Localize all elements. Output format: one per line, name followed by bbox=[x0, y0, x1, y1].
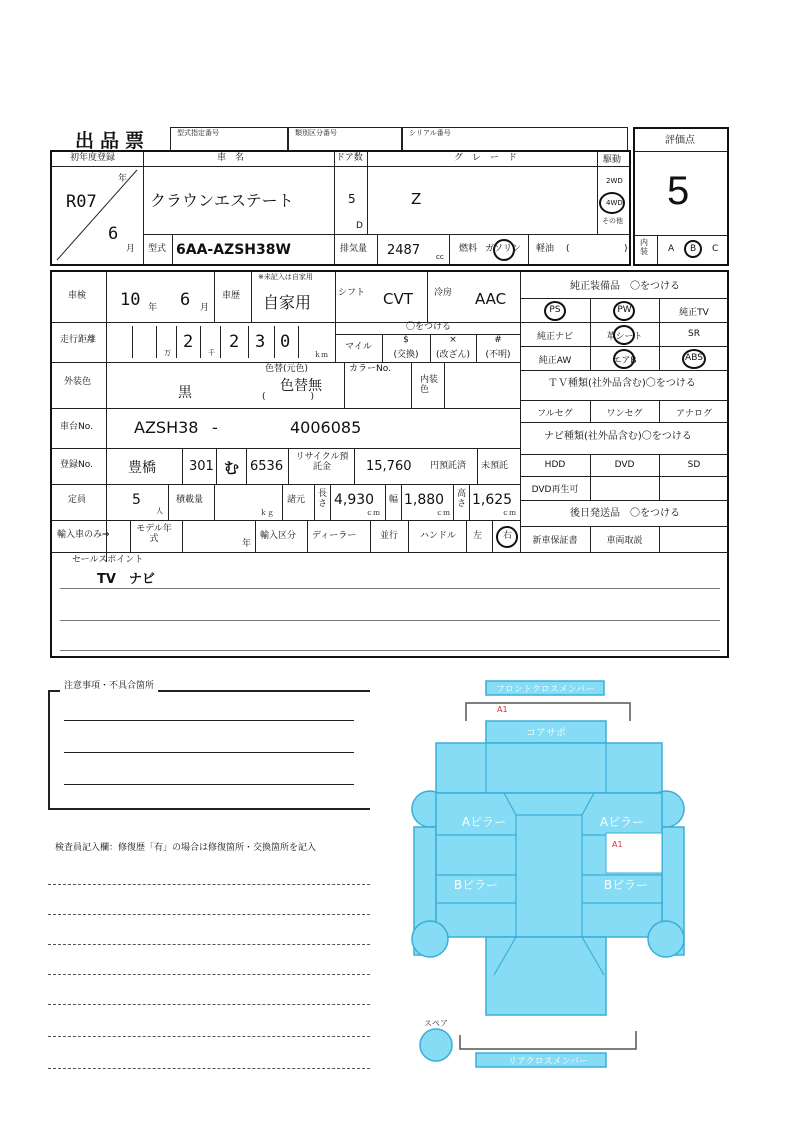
drive-4wd: 4WD bbox=[606, 199, 623, 207]
equip-leather: 革シート bbox=[606, 332, 643, 342]
model-year-label: モデル年式 bbox=[136, 524, 172, 544]
mileage-digit-4: 0 bbox=[280, 332, 291, 352]
a-pillar-right-text: Aピラー bbox=[599, 815, 645, 829]
equip-aw: 純正AW bbox=[538, 356, 572, 366]
back-panel-text: バックパネル bbox=[518, 1018, 578, 1029]
mark-a1-side: A1 bbox=[612, 840, 623, 849]
shift-value: CVT bbox=[383, 290, 413, 308]
mileage-label: 走行距離 bbox=[60, 335, 97, 345]
color-no-label: カラーNo. bbox=[349, 364, 391, 374]
equip-abs: ABS bbox=[685, 353, 703, 363]
capacity-value: 5 bbox=[132, 492, 141, 508]
import-only-label: 輸入車のみ⇒ bbox=[57, 530, 110, 540]
grade-value: Z bbox=[411, 190, 422, 208]
shift-label: シフト bbox=[338, 288, 366, 298]
later-manual: 車両取説 bbox=[606, 536, 643, 546]
modified-label: (改ざん) bbox=[435, 350, 471, 360]
rating-label: 評価点 bbox=[665, 135, 695, 146]
caution-label: 注意事項・不具合箇所 bbox=[60, 682, 158, 692]
fuel-gasoline: ガソリン bbox=[485, 244, 522, 254]
nav-hdd: HDD bbox=[544, 460, 566, 470]
sales-text: TV ナビ bbox=[97, 572, 155, 587]
page-title: 出品票 bbox=[75, 130, 151, 152]
first-reg-year: R07 bbox=[66, 192, 97, 212]
displacement-value: 2487 bbox=[387, 243, 421, 258]
ac-label: 冷房 bbox=[434, 288, 453, 298]
length-label: 長さ bbox=[318, 489, 328, 509]
equip-sr: SR bbox=[688, 329, 700, 339]
car-name: クラウンエステート bbox=[150, 191, 294, 210]
grade-label: グ レ ー ド bbox=[454, 153, 518, 163]
interior-a: A bbox=[668, 244, 675, 254]
equip-airbag: エアB bbox=[612, 356, 637, 366]
model-value: 6AA-AZSH38W bbox=[176, 242, 291, 258]
height-value: 1,625 bbox=[472, 492, 513, 508]
recycle-unpaid: 未預託 bbox=[481, 461, 509, 471]
details-box: 車検 10 年 6 月 車歴 ※未記入は自家用 自家用 シフト CVT 冷房 AAC 走行距離 万 2 千 2 3 0 ｋｍ 〇をつける マイル $ (交換) × (改ざん) # (不明) 外装色 黒 色替(元色) 色替無 ( ) カラーNo. 内装色 車台No. AZSH38 - 4006085 登録No. 豊橋 301 む 6536 リサイクル預託金 15,760 円預託済 未預託 定員 5 人 積載量 ｋｇ 諸元 長さ 4,930 ｃｍ 幅 1,880 ｃｍ 高さ 1,625 ｃｍ 輸入車のみ⇒ モデル年式 年 輸入区分 ディーラー 並行 ハンドル 左 右 セールスポイント TV ナビ 純正装備品 〇をつける PS PW 純正TV 純正ナビ 革シート SR 純正AW エアB ABS ＴＶ種類(社外品含む)〇をつける フルセグ ワンセグ アナログ ナビ種類(社外品含む)〇をつける HDD DVD SD DVD再生可 後日発送品 〇をつける 新車保証書 車両取説 bbox=[50, 270, 729, 658]
inspection-label: 車検 bbox=[68, 291, 87, 301]
reg-class: 301 bbox=[189, 459, 214, 474]
rating-box bbox=[633, 127, 729, 266]
color-change: 色替無 bbox=[280, 378, 322, 394]
rear-left-wheel bbox=[412, 921, 448, 957]
inspection-year: 10 bbox=[120, 290, 141, 310]
first-reg-label: 初年度登録 bbox=[70, 153, 116, 163]
b-pillar-left-text: Bピラー bbox=[453, 878, 499, 892]
rear-section bbox=[486, 937, 606, 1015]
drive-2wd: 2WD bbox=[606, 177, 623, 185]
tv-fullseg: フルセグ bbox=[537, 409, 573, 419]
tv-oneseg: ワンセグ bbox=[606, 409, 643, 419]
mileage-digit-3: 3 bbox=[255, 332, 266, 352]
parallel-label: 並行 bbox=[380, 531, 399, 541]
core-support-text: コアサポ bbox=[526, 728, 566, 739]
first-reg-month: 6 bbox=[108, 224, 119, 244]
reg-no-label: 登録No. bbox=[60, 460, 93, 470]
drive-4wd-circle bbox=[599, 192, 625, 214]
front-member-text: フロントクロスメンバー bbox=[495, 685, 595, 695]
width-label: 幅 bbox=[389, 495, 399, 505]
type-no-field: 型式指定番号 bbox=[170, 127, 288, 151]
nav-title: ナビ種類(社外品含む)〇をつける bbox=[544, 431, 692, 442]
nav-dvd-play: DVD再生可 bbox=[531, 485, 579, 495]
chassis-model: AZSH38 bbox=[134, 418, 199, 437]
displacement-label: 排気量 bbox=[340, 244, 368, 254]
capacity-label: 定員 bbox=[68, 495, 87, 505]
a-pillar-left-text: Aピラー bbox=[461, 815, 507, 829]
car-info-box: 初年度登録 車 名 ドア数 グ レ ー ド 駆動 年 R07 6 月 クラウンエステート 5 D Z 2WD 4WD その他 型式 6AA-AZSH38W 排気量 2487 cc 燃料 ガソリン 軽油 ( ) bbox=[50, 150, 631, 266]
equip-navi: 純正ナビ bbox=[536, 332, 573, 342]
exterior-color-label: 外装色 bbox=[64, 377, 92, 387]
dealer-label: ディーラー bbox=[312, 531, 357, 541]
rear-member-text: リアクロスメンバー bbox=[507, 1057, 589, 1067]
fuel-label: 燃料 bbox=[459, 244, 478, 254]
ac-value: AAC bbox=[475, 290, 507, 308]
drive-other: その他 bbox=[602, 217, 623, 225]
reg-number: 6536 bbox=[250, 459, 284, 474]
color-change-label: 色替(元色) bbox=[265, 364, 309, 374]
recycle-label: リサイクル預託金 bbox=[295, 452, 349, 472]
car-frame-diagram bbox=[400, 675, 700, 1075]
nav-dvd: DVD bbox=[614, 460, 635, 470]
class-no-field: 類別区分番号 bbox=[288, 127, 402, 151]
inspection-month: 6 bbox=[180, 290, 191, 310]
interior-b-circle bbox=[684, 240, 702, 258]
recycle-amount: 15,760 bbox=[366, 459, 412, 474]
exterior-color: 黒 bbox=[178, 385, 192, 401]
fuel-diesel: 軽油 bbox=[536, 244, 555, 254]
nav-sd: SD bbox=[687, 460, 701, 470]
interior-b: B bbox=[690, 244, 697, 254]
serial-no-field: シリアル番号 bbox=[402, 127, 628, 151]
right-circle bbox=[496, 526, 518, 548]
interior-color-label: 内装色 bbox=[420, 375, 439, 395]
front-section bbox=[436, 743, 662, 793]
mark-a1-top: A1 bbox=[497, 705, 508, 714]
spare-text: スペア bbox=[424, 1019, 448, 1028]
length-value: 4,930 bbox=[334, 492, 375, 508]
tv-analog: アナログ bbox=[675, 409, 712, 419]
rating-value: 5 bbox=[667, 169, 690, 213]
interior-label: 内装 bbox=[640, 238, 648, 256]
mile-label: マイル bbox=[345, 342, 372, 352]
equip-abs-circle bbox=[682, 349, 706, 369]
height-label: 高さ bbox=[457, 489, 467, 509]
mark-label: 〇をつける bbox=[406, 322, 452, 332]
equip-ps-circle bbox=[544, 301, 566, 321]
chassis-label: 車台No. bbox=[60, 422, 93, 432]
equip-airbag-circle bbox=[613, 349, 635, 369]
doors-label: ドア数 bbox=[336, 153, 363, 163]
damage-panel bbox=[606, 833, 662, 873]
history-note: ※未記入は自家用 bbox=[258, 273, 313, 281]
dims-label: 諸元 bbox=[287, 495, 306, 505]
car-name-label: 車 名 bbox=[217, 153, 245, 163]
equipment-title: 純正装備品 〇をつける bbox=[570, 281, 680, 292]
interior-c: C bbox=[712, 244, 719, 254]
spare-tire bbox=[420, 1029, 452, 1061]
mileage-digit-1: 2 bbox=[183, 332, 194, 352]
inspector-label: 検査員記入欄：修復歴「有」の場合は修復箇所・交換箇所を記入 bbox=[55, 843, 317, 853]
b-pillar-right-text: Bピラー bbox=[603, 878, 649, 892]
chassis-number: 4006085 bbox=[290, 418, 362, 437]
rear-right-wheel bbox=[648, 921, 684, 957]
reg-kana: む bbox=[224, 459, 240, 477]
right-label: 右 bbox=[503, 531, 513, 541]
load-label: 積載量 bbox=[176, 495, 204, 505]
chassis-dash: - bbox=[212, 418, 218, 437]
fuel-gasoline-circle bbox=[493, 239, 515, 261]
mileage-digit-2: 2 bbox=[229, 332, 240, 352]
equip-pw-circle bbox=[613, 301, 635, 321]
model-label: 型式 bbox=[148, 244, 167, 254]
equip-ps: PS bbox=[549, 305, 561, 315]
width-value: 1,880 bbox=[404, 492, 445, 508]
unknown-label: (不明) bbox=[485, 350, 511, 360]
exchange-label: (交換) bbox=[393, 350, 419, 360]
drive-label: 駆動 bbox=[603, 155, 622, 165]
sales-label: セールスポイント bbox=[72, 555, 144, 565]
history-label: 車歴 bbox=[222, 291, 241, 301]
history-value: 自家用 bbox=[263, 293, 312, 312]
left-label: 左 bbox=[473, 531, 483, 541]
later-warranty: 新車保証書 bbox=[532, 536, 578, 546]
doors-value: 5 bbox=[348, 192, 356, 206]
equip-pw: PW bbox=[617, 305, 632, 315]
handle-label: ハンドル bbox=[420, 531, 457, 541]
caution-bracket bbox=[48, 690, 370, 810]
import-type-label: 輸入区分 bbox=[260, 531, 297, 541]
later-title: 後日発送品 〇をつける bbox=[570, 508, 680, 519]
reg-area: 豊橋 bbox=[128, 460, 156, 476]
equip-leather-circle bbox=[613, 325, 635, 345]
tv-title: ＴＶ種類(社外品含む)〇をつける bbox=[548, 378, 696, 389]
equip-tv: 純正TV bbox=[679, 308, 709, 318]
